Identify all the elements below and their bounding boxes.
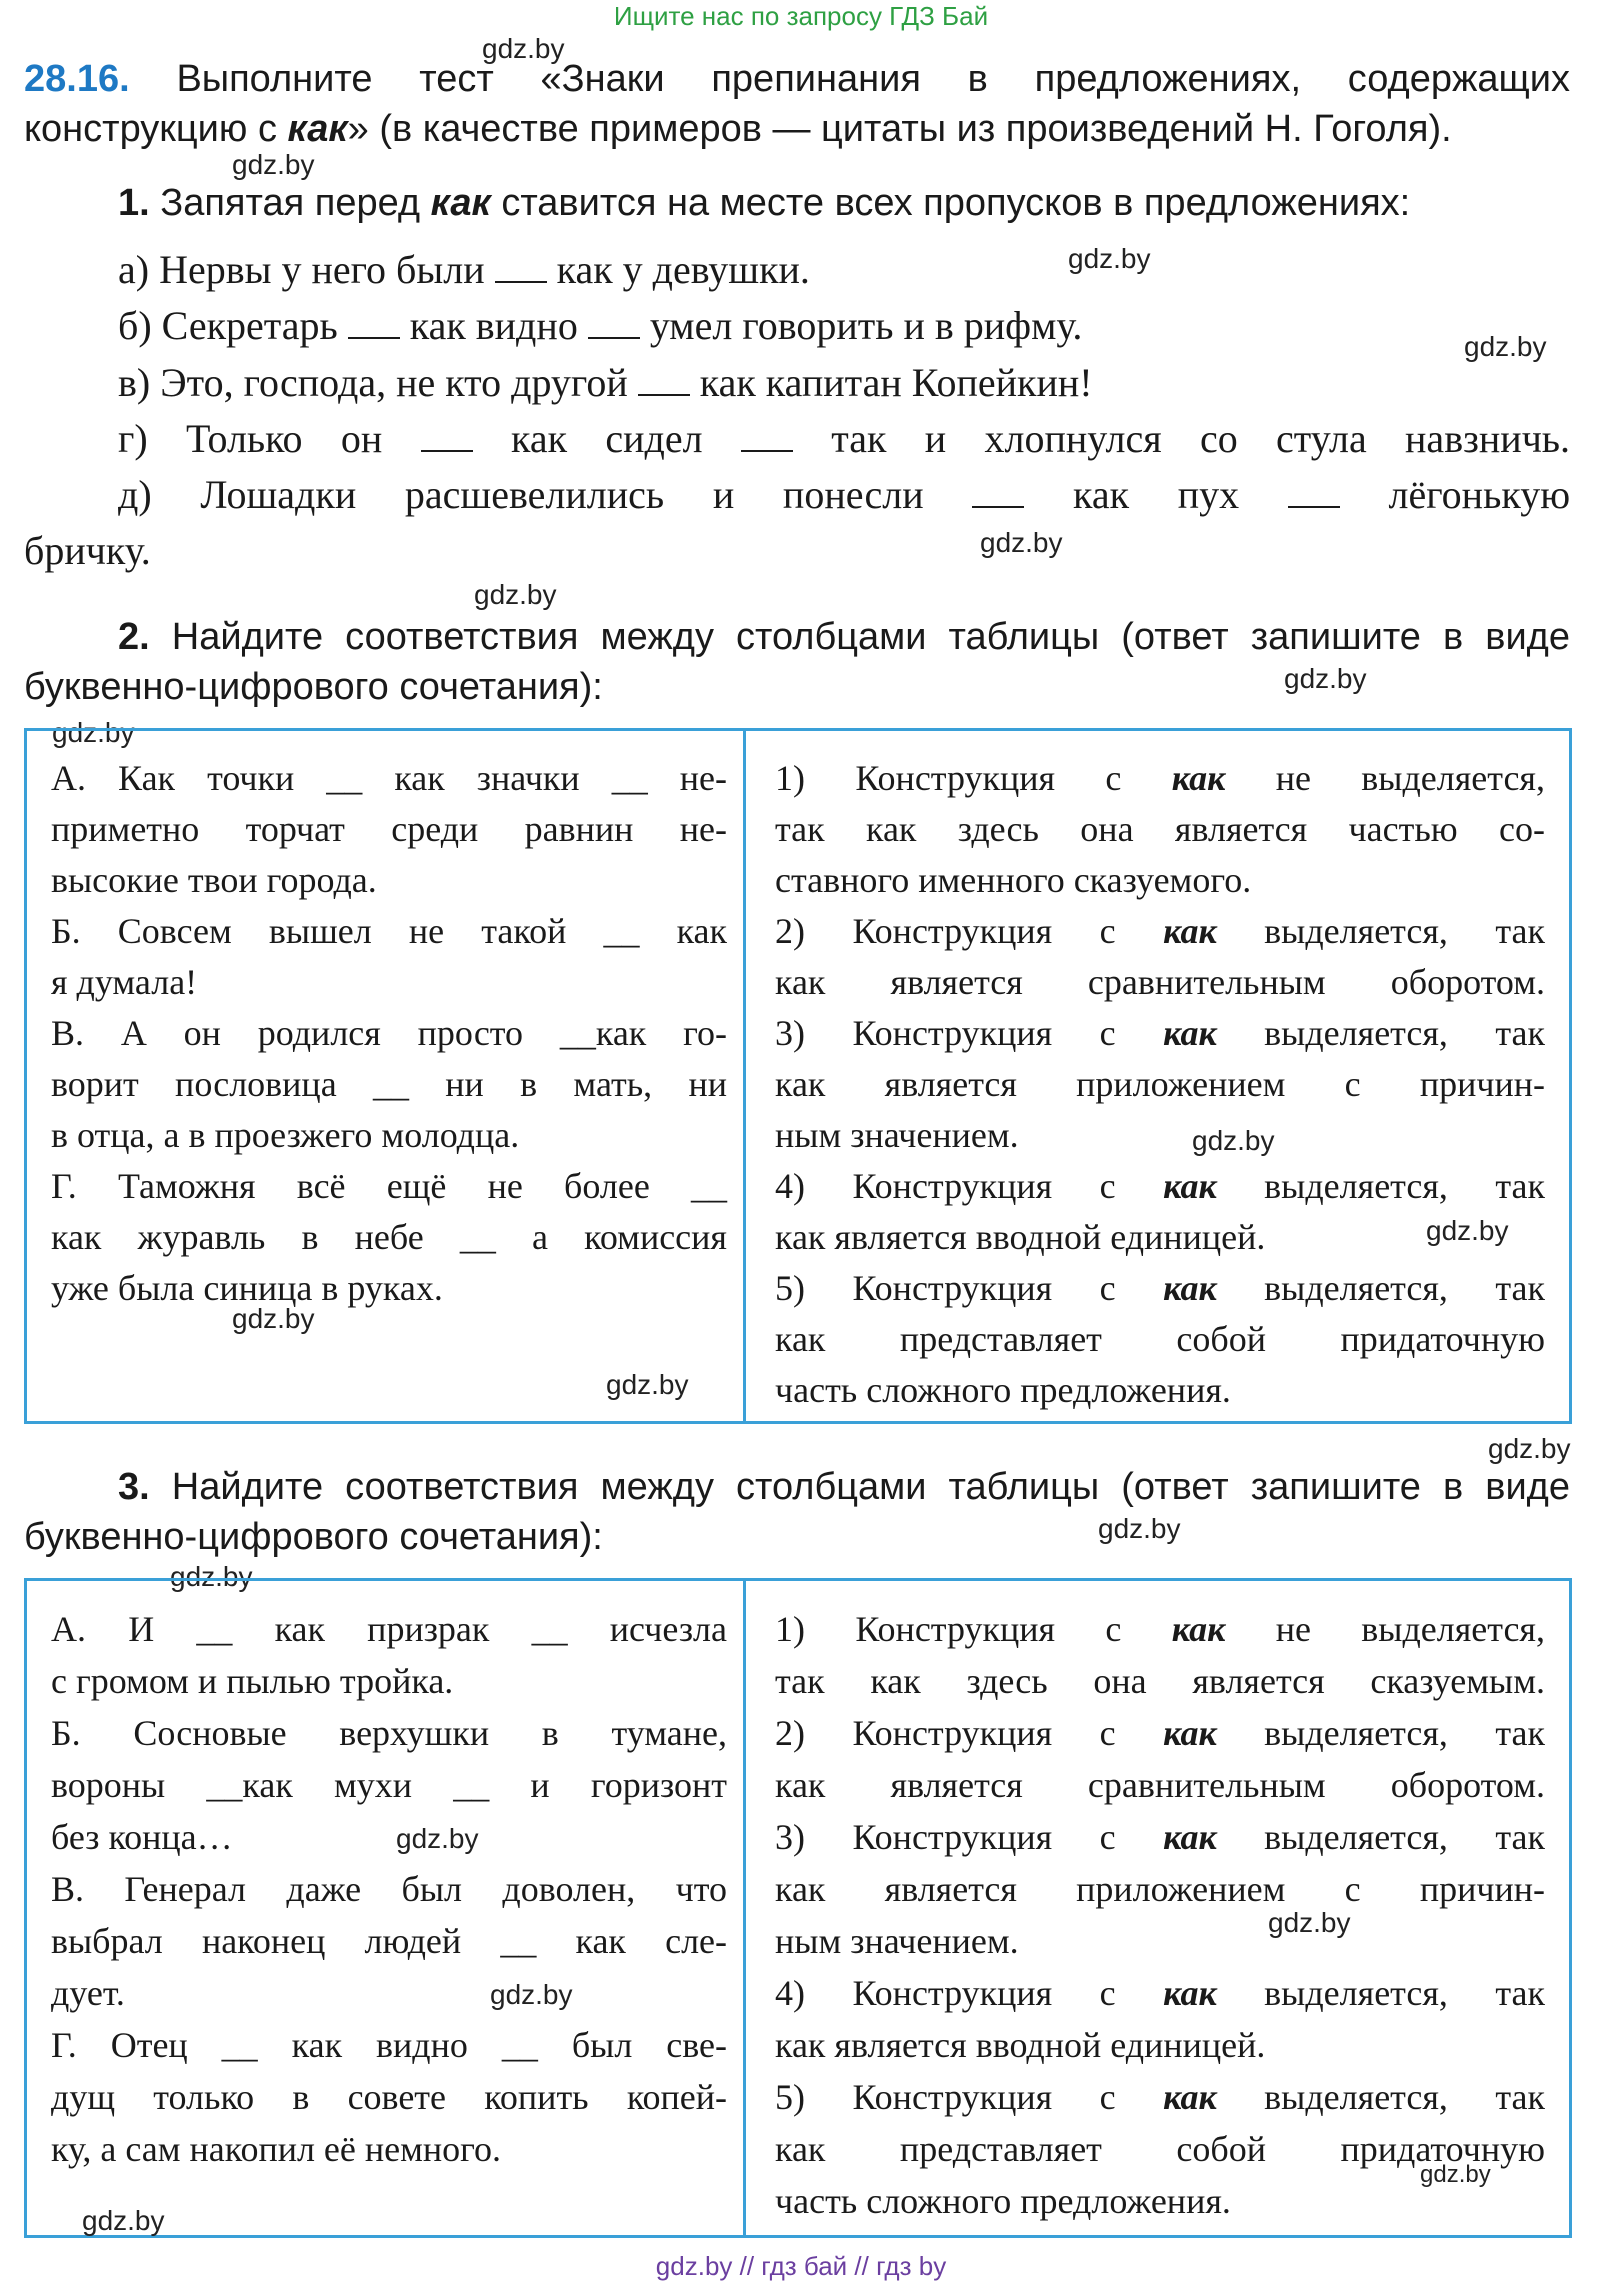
q2-prompt-line2: буквенно-цифрового сочетания): [24,666,603,708]
q3-left-line: В. Генерал даже был доволен, что [51,1869,727,1909]
q3-left-column [51,1603,727,2175]
q3-left-line: вороны __как мухи __ и горизонт [51,1765,727,1805]
q3-right-line: как является приложением с причин- [775,1869,1545,1909]
q3-right-line: часть сложного предложения. [775,2181,1231,2221]
watermark: gdz.by [482,33,565,64]
q3-right-line: 4) Конструкция с как выделяется, так [775,1973,1545,2013]
q3-right-column [775,1603,1545,2227]
q2-right-line: как является сравнительным оборотом. [775,962,1545,1002]
exercise-intro-line2: конструкцию с как» (в качестве примеров — цитаты из произведений Н. Гоголя). [24,108,1452,150]
q2-left-line: А. Как точки __ как значки __ не- [51,758,727,798]
watermark: gdz.by [1488,1433,1571,1464]
watermark: gdz.by [82,2205,165,2236]
watermark: gdz.by [170,1561,253,1592]
watermark: gdz.by [232,1303,315,1334]
q3-left-line: А. И __ как призрак __ исчезла [51,1609,727,1649]
q3-left-line: с громом и пылью тройка. [51,1661,454,1701]
q3-prompt-line1: 3. Найдите соответствия между столбцами таблицы (ответ запишите в виде [118,1466,1570,1508]
q3-left-line: ку, а сам накопил её немного. [51,2129,502,2169]
q2-right-line: 5) Конструкция с как выделяется, так [775,1268,1545,1308]
watermark: gdz.by [1426,1215,1509,1246]
watermark: gdz.by [52,717,135,748]
q3-right-line: как является вводной единицей. [775,2025,1266,2065]
q1-item-c: в) Это, господа, не кто другой как капитан Копейкин! [118,360,1093,405]
q2-prompt-line1: 2. Найдите соответствия между столбцами таблицы (ответ запишите в виде [118,616,1570,658]
q2-left-line: приметно торчат среди равнин не- [51,809,727,849]
q3-right-line: как является сравнительным оборотом. [775,1765,1545,1805]
q3-left-line: без конца… [51,1817,233,1857]
q3-left-line: дует. [51,1973,125,2013]
watermark: gdz.by [232,149,315,180]
q3-left-line: Г. Отец __ как видно __ был све- [51,2025,727,2065]
q3-left-line: дущ только в совете копить копей- [51,2077,727,2117]
q1-item-e: д) Лошадки расшевелились и понесли как пух лёгонькую [118,472,1571,517]
q3-prompt-line2: буквенно-цифрового сочетания): [24,1516,603,1558]
q1-item-e-continued: бричку. [24,528,151,573]
q2-right-line: 3) Конструкция с как выделяется, так [775,1013,1545,1053]
q2-left-line: Г. Таможня всё ещё не более __ [51,1166,727,1206]
watermark: gdz.by [1268,1907,1351,1938]
exercise-intro-line1: 28.16. Выполните тест «Знаки препинания в предложениях, содержащих [24,58,1571,100]
q2-left-line: я думала! [51,962,198,1002]
q1-prompt: 1. Запятая перед как ставится на месте всех пропусков в предложениях: [118,182,1411,224]
watermark: gdz.by [1464,331,1547,362]
q2-left-line: В. А он родился просто __как го- [51,1013,727,1053]
watermark: gdz.by [1098,1513,1181,1544]
watermark: gdz.by [490,1979,573,2010]
watermark: gdz.by [1420,2161,1491,2188]
q2-right-line: 4) Конструкция с как выделяется, так [775,1166,1545,1206]
q2-right-line: 2) Конструкция с как выделяется, так [775,911,1545,951]
q2-right-column [775,753,1545,1416]
watermark: gdz.by [606,1369,689,1400]
watermark: gdz.by [396,1823,479,1854]
q3-right-line: как представляет собой придаточную [775,2129,1545,2169]
search-hint-banner[interactable]: Ищите нас по запросу ГДЗ Бай [613,1,989,31]
q2-left-line: ворит пословица __ ни в мать, ни [51,1064,727,1104]
q2-right-line: 1) Конструкция с как не выделяется, [775,758,1545,798]
q3-right-line: так как здесь она является сказуемым. [775,1661,1545,1701]
exercise-number: 28.16. [24,58,130,100]
q1-item-b: б) Секретарь как видно умел говорить и в рифму. [118,303,1083,348]
q3-right-line: 2) Конструкция с как выделяется, так [775,1713,1545,1753]
q2-right-line: ставного именного сказуемого. [775,860,1252,900]
q2-right-line: часть сложного предложения. [775,1370,1231,1410]
watermark: gdz.by [474,579,557,610]
q2-left-line: как журавль в небе __ а комиссия [51,1217,727,1257]
q3-right-line: 1) Конструкция с как не выделяется, [775,1609,1545,1649]
watermark: gdz.by [1068,243,1151,274]
q3-left-line: Б. Сосновые верхушки в тумане, [51,1713,727,1753]
q2-left-line: в отца, а в проезжего молодца. [51,1115,520,1155]
q1-item-d: г) Только он как сидел так и хлопнулся со стула навзничь. [118,416,1571,461]
q3-right-line: ным значением. [775,1921,1019,1961]
q2-left-line: Б. Совсем вышел не такой __ как [51,911,727,951]
q3-left-line: выбрал наконец людей __ как сле- [51,1921,727,1961]
footer-links[interactable]: gdz.by // гдз бай // гдз by [655,2251,947,2281]
q2-right-line: так как здесь она является частью со- [775,809,1545,849]
watermark: gdz.by [1284,663,1367,694]
watermark: gdz.by [980,527,1063,558]
q2-right-line: как представляет собой придаточную [775,1319,1545,1359]
q2-left-line: уже была синица в руках. [51,1268,443,1308]
q2-left-column [51,753,727,1314]
q3-right-line: 5) Конструкция с как выделяется, так [775,2077,1545,2117]
q2-right-line: как является вводной единицей. [775,1217,1266,1257]
q1-item-a: а) Нервы у него были как у девушки. [118,247,810,292]
watermark: gdz.by [1192,1125,1275,1156]
q3-right-line: 3) Конструкция с как выделяется, так [775,1817,1545,1857]
q2-left-line: высокие твои города. [51,860,377,900]
q2-right-line: ным значением. [775,1115,1019,1155]
q2-right-line: как является приложением с причин- [775,1064,1545,1104]
